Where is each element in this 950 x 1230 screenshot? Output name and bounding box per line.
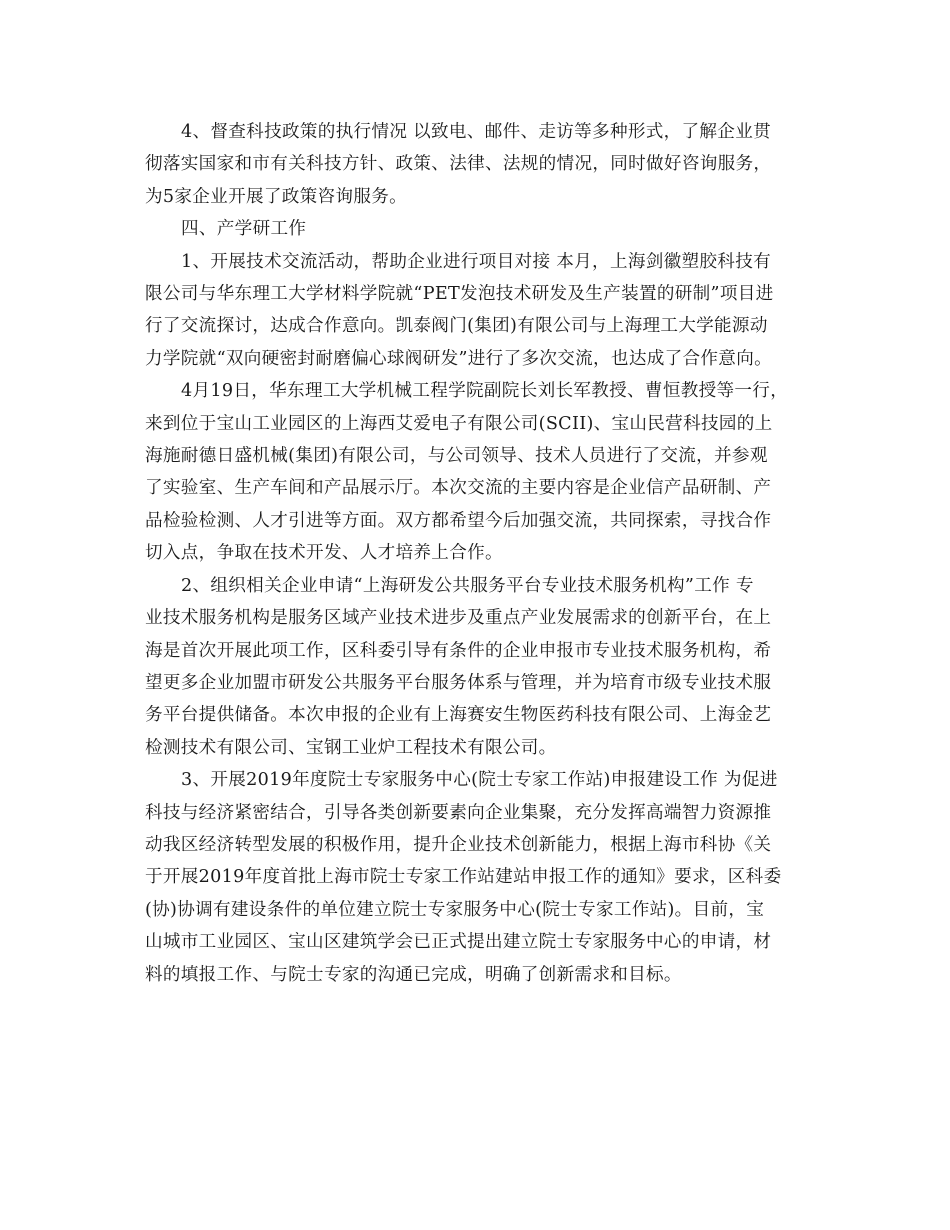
text-line: 了实验室、生产车间和产品展示厅。本次交流的主要内容是企业信产品研制、产 xyxy=(145,478,772,499)
text-line: 来到位于宝山工业园区的上海西艾爱电子有限公司(SCII)、宝山民营科技园的上 xyxy=(145,413,773,434)
text-line: 望更多企业加盟市研发公共服务平台服务体系与管理，并为培育市级专业技术服 xyxy=(145,672,772,693)
text-line: 彻落实国家和市有关科技方针、政策、法律、法规的情况，同时做好咨询服务， xyxy=(145,154,772,175)
text-line: 品检验检测、人才引进等方面。双方都希望今后加强交流，共同探索，寻找合作 xyxy=(145,510,772,531)
text-line: 海施耐德日盛机械(集团)有限公司，与公司领导、技术人员进行了交流，并参观 xyxy=(145,446,768,467)
text-line: 动我区经济转型发展的积极作用，提升企业技术创新能力，根据上海市科协《关 xyxy=(145,834,772,855)
paragraph-service-platform-application xyxy=(145,570,805,764)
section-heading-text: 四、产学研工作 xyxy=(181,219,307,240)
text-line: 山城市工业园区、宝山区建筑学会已正式提出建立院士专家服务中心的申请，材 xyxy=(145,932,772,953)
text-line: 1、开展技术交流活动，帮助企业进行项目对接 本月，上海剑徽塑胶科技有 xyxy=(181,251,771,272)
text-line: 海是首次开展此项工作，区科委引导有条件的企业申报市专业技术服务机构，希 xyxy=(145,640,772,661)
text-line: (协)协调有建设条件的单位建立院士专家服务中心(院士专家工作站)。目前，宝 xyxy=(145,899,765,920)
text-line: 限公司与华东理工大学材料学院就“PET发泡技术研发及生产装置的研制”项目进 xyxy=(145,284,774,305)
text-line: 检测技术有限公司、宝钢工业炉工程技术有限公司。 xyxy=(145,737,557,758)
paragraph-tech-exchange xyxy=(145,246,805,376)
text-line: 4、督查科技政策的执行情况 以致电、邮件、走访等多种形式，了解企业贯 xyxy=(181,122,771,142)
text-line: 3、开展2019年度院士专家服务中心(院士专家工作站)申报建设工作 为促进 xyxy=(181,770,778,791)
text-line: 力学院就“双向硬密封耐磨偏心球阀研发”进行了多次交流，也达成了合作意向。 xyxy=(145,348,772,369)
text-line: 2、组织相关企业申请“上海研发公共服务平台专业技术服务机构”工作 专 xyxy=(181,575,754,596)
text-line: 于开展2019年度首批上海市院士专家工作站建站申报工作的通知》要求，区科委 xyxy=(145,867,782,888)
text-line: 为5家企业开展了政策咨询服务。 xyxy=(145,186,408,207)
section-heading-industry-academia-research xyxy=(145,213,805,245)
paragraph-april-visit xyxy=(145,375,805,569)
text-line: 行了交流探讨，达成合作意向。凯泰阀门(集团)有限公司与上海理工大学能源动 xyxy=(145,316,768,337)
text-line: 务平台提供储备。本次申报的企业有上海赛安生物医药科技有限公司、上海金艺 xyxy=(145,705,772,726)
text-line: 料的填报工作、与院士专家的沟通已完成，明确了创新需求和目标。 xyxy=(145,964,682,985)
text-line: 切入点，争取在技术开发、人才培养上合作。 xyxy=(145,543,503,564)
paragraph-policy-supervision xyxy=(145,116,805,213)
text-line: 4月19日，华东理工大学机械工程学院副院长刘长军教授、曹恒教授等一行， xyxy=(181,381,789,402)
text-line: 业技术服务机构是服务区域产业技术进步及重点产业发展需求的创新平台，在上 xyxy=(145,608,772,629)
document-page xyxy=(145,116,805,991)
text-line: 科技与经济紧密结合，引导各类创新要素向企业集聚，充分发挥高端智力资源推 xyxy=(145,802,772,823)
paragraph-academician-workstation xyxy=(145,764,805,991)
